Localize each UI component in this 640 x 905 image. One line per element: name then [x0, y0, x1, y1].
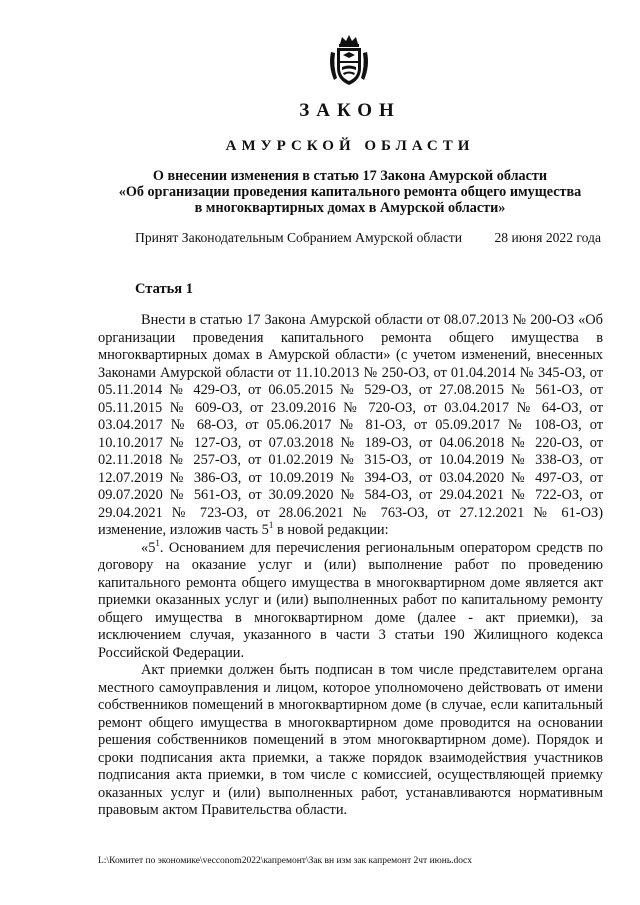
paragraph-2 — [98, 537, 603, 663]
document-title: ЗАКОН — [299, 100, 401, 121]
law-subject — [90, 168, 610, 216]
adoption-label: Принят Законодательным Собранием Амурской области — [135, 230, 463, 245]
article-heading: Статья 1 — [135, 281, 193, 297]
subject-line-3: в многоквартирных домах в Амурской области» — [194, 200, 506, 216]
paragraph-2-open: «5 — [141, 539, 156, 556]
region-title: АМУРСКОЙ ОБЛАСТИ — [225, 138, 475, 154]
adoption-date: 28 июня 2022 года — [494, 230, 601, 245]
paragraph-1-text: Внести в статью 17 Закона Амурской области от 08.07.2013 № 200-ОЗ «Об организации проведения капитального ремонта общего имущества в многоквартирных домах в Амурской области» (с учетом изменений, внесенных Законами Амурской области от 11.10.2013 № 250-ОЗ, от 01.04.2014 № 345-ОЗ, от 05.11.2014 № 429-ОЗ, от 06.05.2015 № 529-ОЗ, от 27.08.2015 № 561-ОЗ, от 05.11.2015 № 609-ОЗ, от 23.09.2016 № 720-ОЗ, от 03.04.2017 № 64-ОЗ, от 03.04.2017 № 68-ОЗ, от 05.06.2017 № 81-ОЗ, от 05.09.2017 № 108-ОЗ, от 10.10.2017 № 127-ОЗ, от 07.03.2018 № 189-ОЗ, от 04.06.2018 № 220-ОЗ, от 02.11.2018 № 257-ОЗ, от 01.02.2019 № 315-ОЗ, от 10.04.2019 № 338-ОЗ, от 12.07.2019 № 386-ОЗ, от 10.09.2019 № 394-ОЗ, от 03.04.2020 № 497-ОЗ, от 09.07.2020 № 561-ОЗ, от 30.09.2020 № 584-ОЗ, от 29.04.2021 № 722-ОЗ, от 29.04.2021 № 723-ОЗ, от 28.06.2021 № 763-ОЗ, от 27.12.2021 № 61-ОЗ) изменение, изложив часть 5 — [98, 312, 603, 538]
paragraph-1 — [98, 312, 603, 540]
article-body — [98, 312, 603, 820]
amur-region-coat-of-arms-icon — [328, 34, 370, 88]
file-path-footer: L:\Комитет по экономике\vecconom2022\капремонт\Зак вн изм зак капремонт 2чт июнь.docx — [98, 856, 473, 866]
paragraph-2-superscript: 1 — [155, 537, 160, 548]
subject-line-1: О внесении изменения в статью 17 Закона Амурской области — [152, 168, 548, 184]
paragraph-2-text: . Основанием для перечисления региональным оператором средств по договору на оказание услуг и (или) выполнение работ по проведению капитального ремонта общего имущества в многоквартирном доме является акт приемки оказанных услуг и (или) выполненных работ по капитальному ремонту общего имущества в многоквартирном доме (далее - акт приемки), за исключением случая, указанного в части 3 статьи 190 Жилищного кодекса Российской Федерации. — [98, 539, 603, 661]
paragraph-1-tail: в новой редакции: — [273, 522, 389, 538]
paragraph-3: Акт приемки должен быть подписан в том числе представителем органа местного самоуправления и лицом, которое уполномочено действовать от имени собственников помещений в многоквартирном доме (в случае, если капитальный ремонт общего имущества в многоквартирном доме проводится на основании решения собственников помещений в этом многоквартирном доме). Порядок и сроки подписания акта приемки, а также порядок взаимодействия участников подписания акта приемки, в том числе с комиссией, осуществляющей приемку оказанных услуг и (или) выполненных работ, устанавливаются нормативным правовым актом Правительства области. — [98, 662, 603, 818]
paragraph-1-superscript: 1 — [268, 520, 274, 531]
subject-line-2: «Об организации проведения капитального ремонта общего имущества — [118, 184, 582, 200]
adoption-line — [135, 230, 601, 246]
